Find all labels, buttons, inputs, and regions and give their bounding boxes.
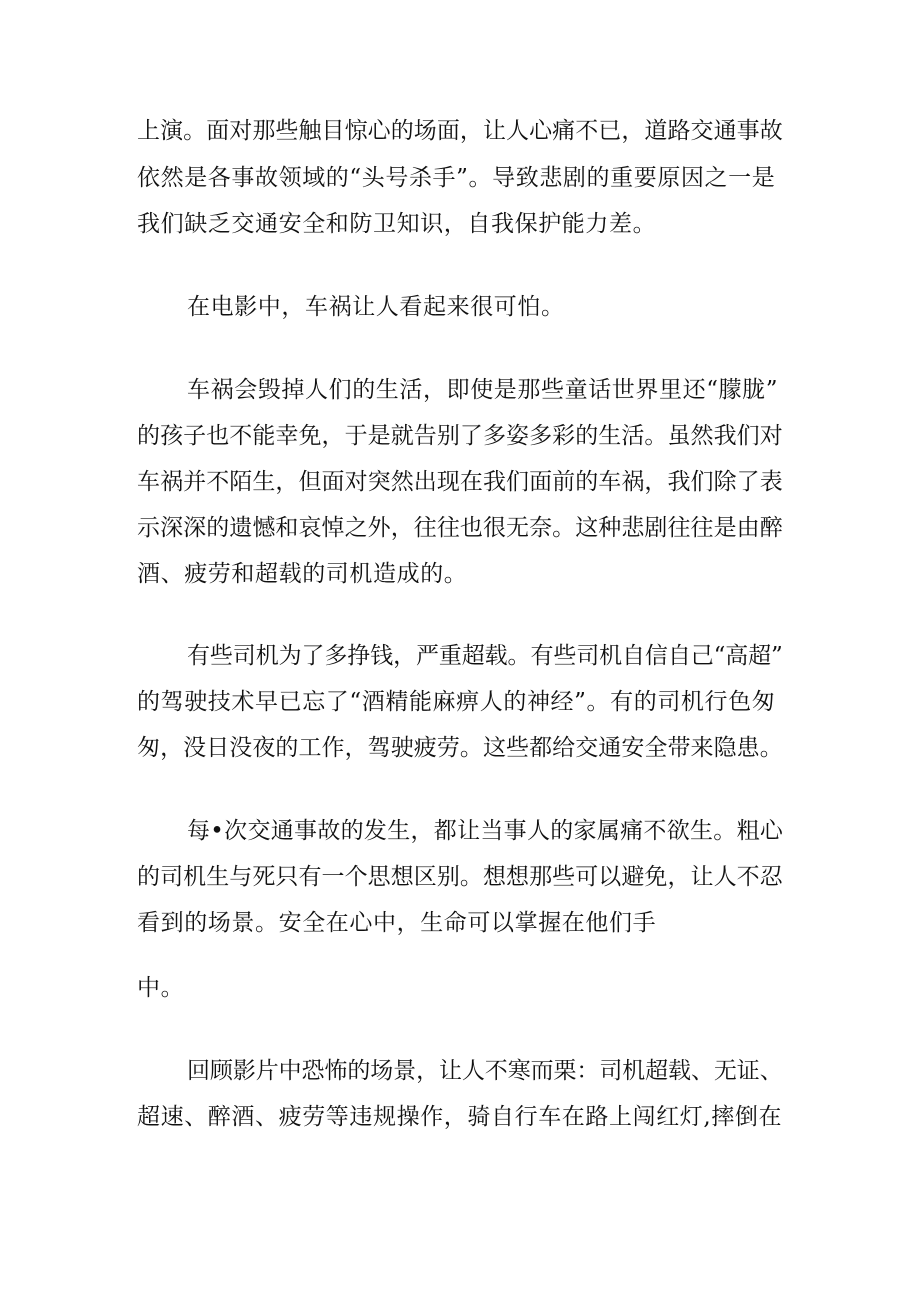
paragraph-5-line-3: 看到的场景。安全在心中，生命可以掌握在他们手 <box>137 910 657 936</box>
paragraph-3-line-5: 酒、疲劳和超载的司机造成的。 <box>137 561 468 587</box>
paragraph-5-line-2: 的司机生与死只有一个思想区别。想想那些可以避免，让人不忍 <box>137 864 783 890</box>
paragraph-1-line-2: 依然是各事故领域的“头号杀手”。导致悲剧的重要原因之一是 <box>137 165 776 191</box>
paragraph-6-line-1: 中。 <box>137 975 185 1001</box>
paragraph-5-line-1: 每•次交通事故的发生，都让当事人的家属痛不欲生。粗心 <box>187 818 784 844</box>
paragraph-4-line-2: 的驾驶技术早已忘了“酒精能麻痹人的神经”。有的司机行色匆 <box>137 689 776 715</box>
paragraph-3-line-1: 车祸会毁掉人们的生活，即使是那些童话世界里还“朦胧” <box>187 377 779 403</box>
paragraph-3-line-4: 示深深的遗憾和哀悼之外，往往也很无奈。这种悲剧往往是由醉 <box>137 515 783 541</box>
paragraph-3-line-3: 车祸并不陌生，但面对突然出现在我们面前的车祸，我们除了表 <box>137 469 783 495</box>
paragraph-1-line-1: 上演。面对那些触目惊心的场面，让人心痛不已，道路交通事故 <box>137 118 783 144</box>
paragraph-4-line-3: 匆，没日没夜的工作，驾驶疲劳。这些都给交通安全带来隐患。 <box>137 735 783 761</box>
paragraph-7-line-1: 回顾影片中恐怖的场景，让人不寒而栗：司机超载、无证、 <box>187 1058 783 1084</box>
paragraph-4-line-1: 有些司机为了多挣钱，严重超载。有些司机自信自己“高超” <box>187 643 783 669</box>
paragraph-2-line-1: 在电影中，车祸让人看起来很可怕。 <box>187 294 565 320</box>
paragraph-7-line-2: 超速、醉酒、疲劳等违规操作，骑自行车在路上闯红灯,摔倒在 <box>137 1104 783 1130</box>
paragraph-3-line-2: 的孩子也不能幸免，于是就告别了多姿多彩的生活。虽然我们对 <box>137 423 783 449</box>
paragraph-1-line-3: 我们缺乏交通安全和防卫知识，自我保护能力差。 <box>137 211 657 237</box>
